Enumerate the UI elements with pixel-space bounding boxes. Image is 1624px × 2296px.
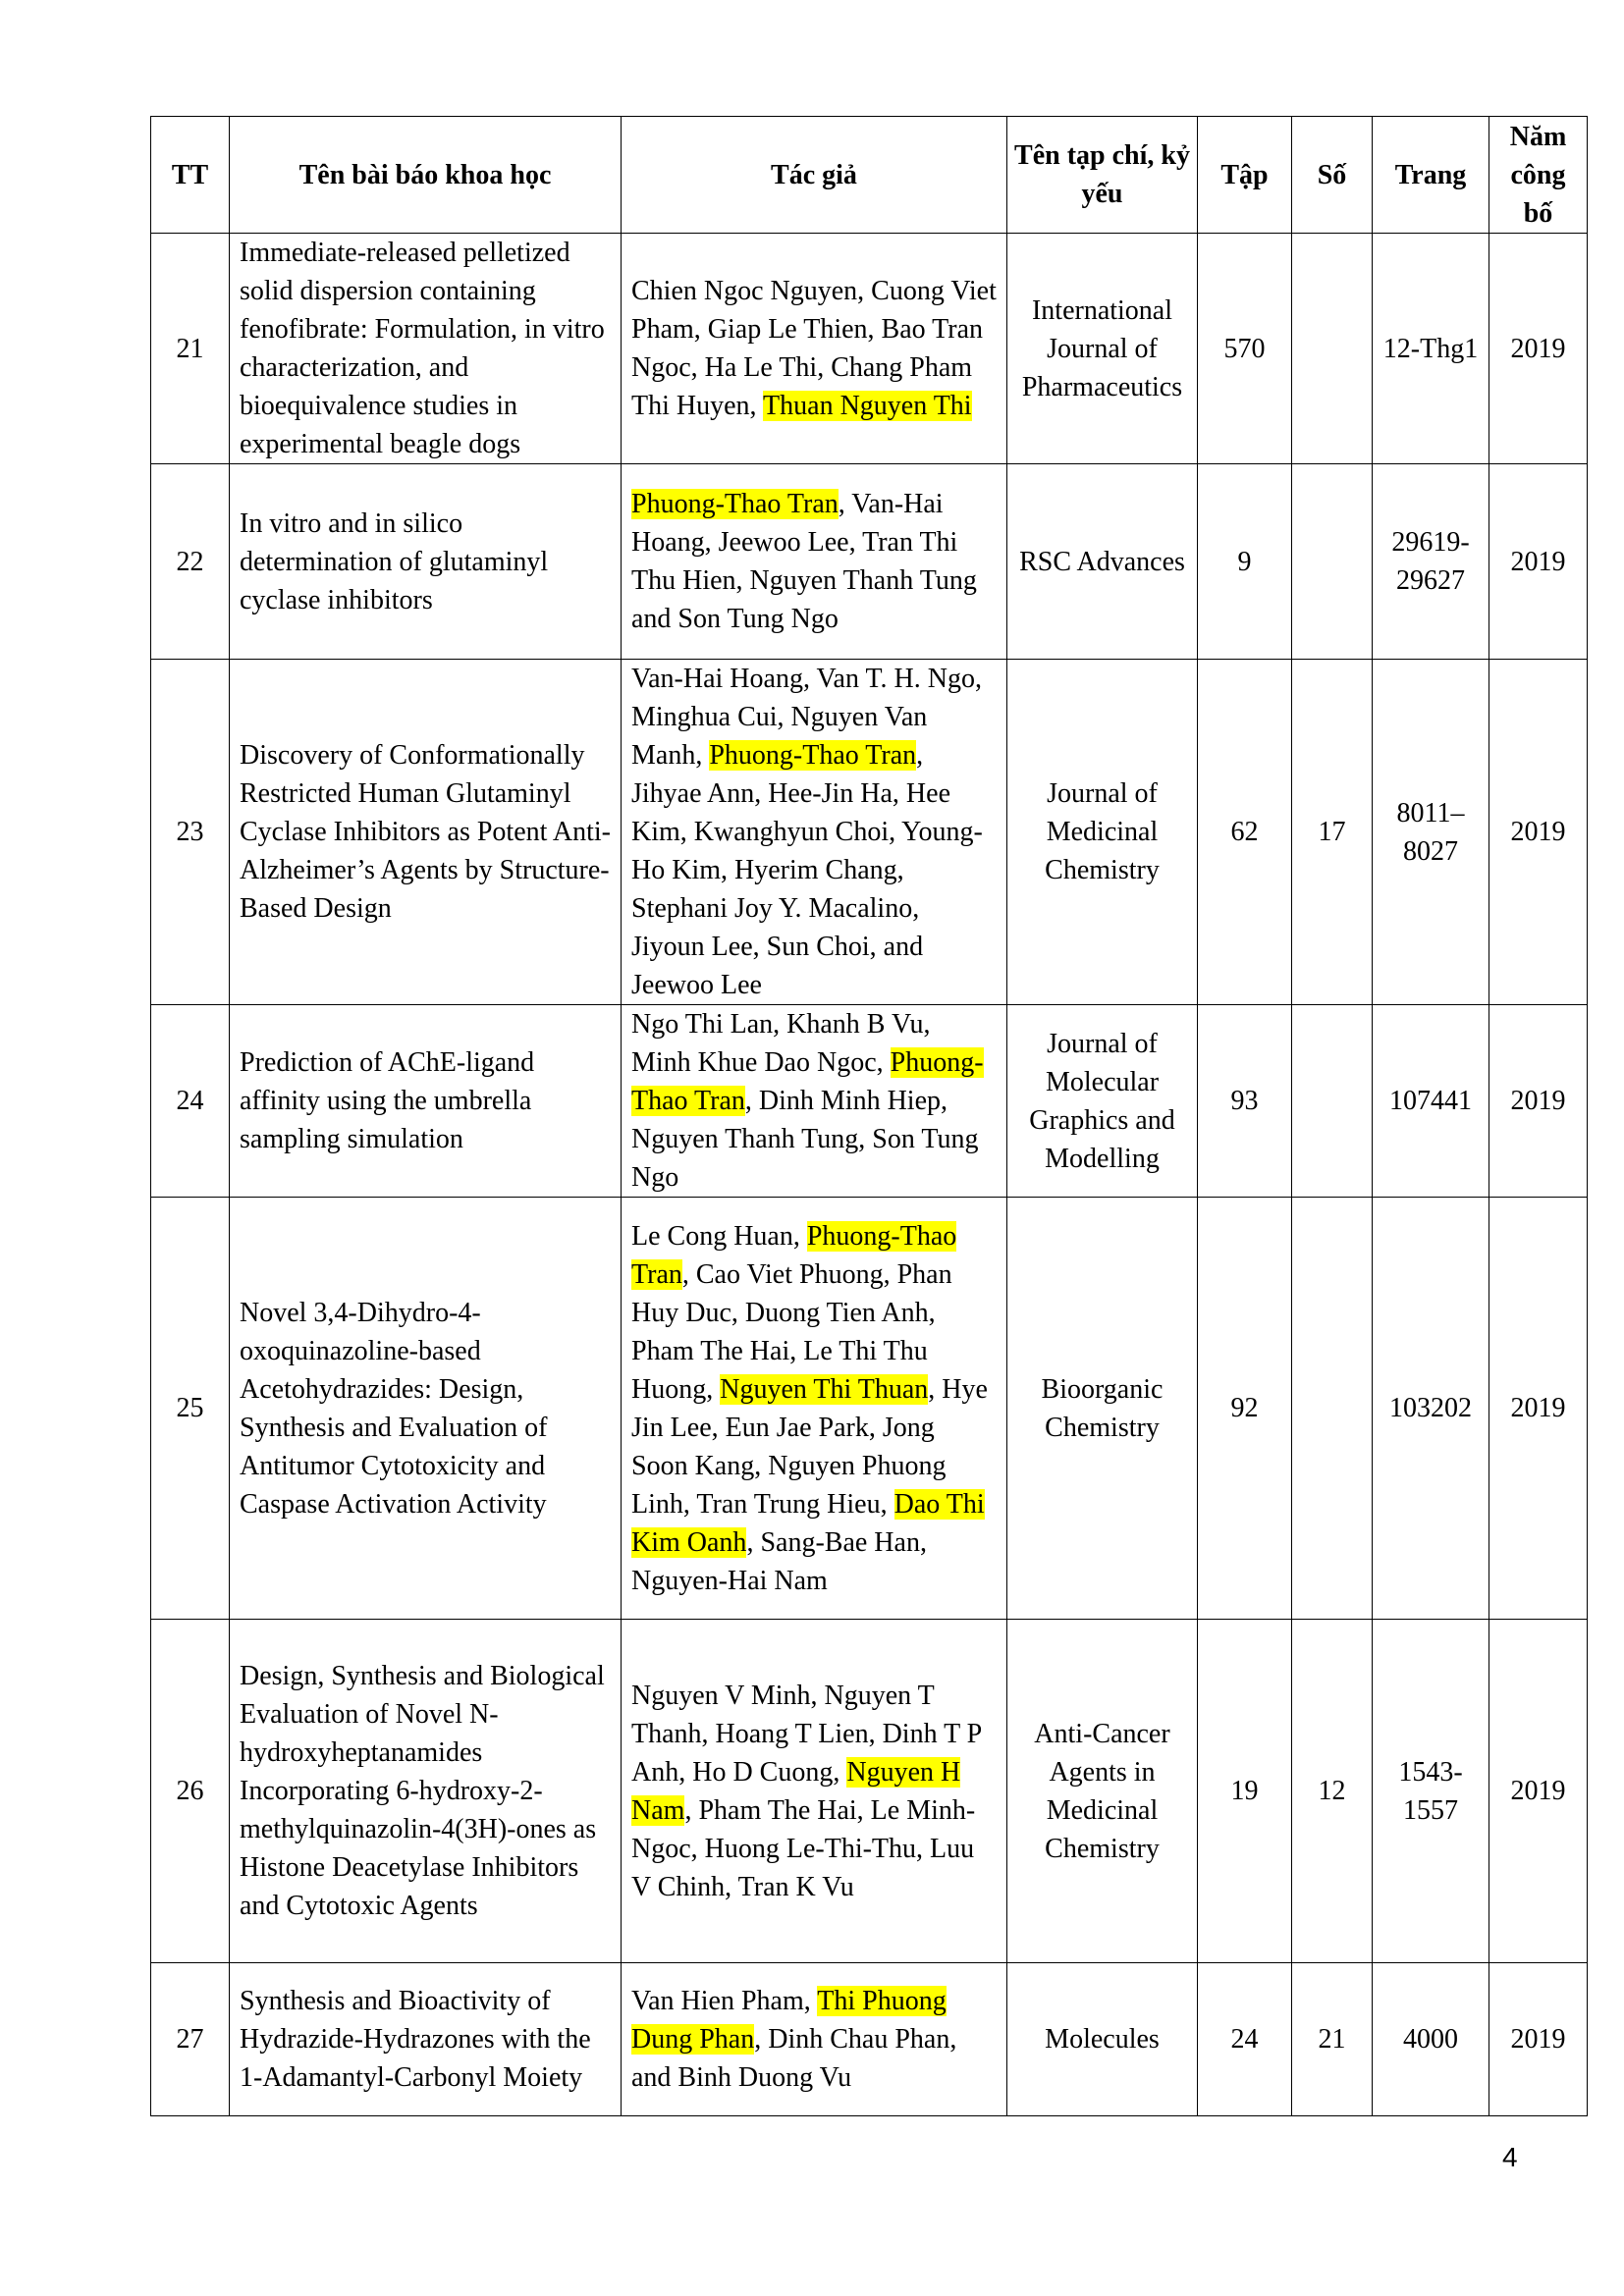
paper-title-cell: Immediate-released pelletized solid dispersion containing fenofibrate: Formulation, in vitro characterization, and bioequivalence studies in experimental beagle dogs — [230, 234, 622, 464]
issue-cell — [1292, 1198, 1373, 1620]
table-row — [151, 234, 1588, 464]
issue-cell — [1292, 1005, 1373, 1198]
author-text: , Jihyae Ann, Hee-Jin Ha, Hee Kim, Kwanghyun Choi, Young-Ho Kim, Hyerim Chang, Stephani Joy Y. Macalino, Jiyoun Lee, Sun Choi, and Jeewoo Lee — [631, 740, 983, 1000]
paper-title-cell: Prediction of AChE-ligand affinity using the umbrella sampling simulation — [230, 1005, 622, 1198]
table-header-row — [151, 117, 1588, 234]
pages-cell: 8011–8027 — [1373, 660, 1489, 1005]
author-text: , Dinh Chau Phan, and Binh Duong Vu — [631, 2024, 957, 2093]
year-cell: 2019 — [1489, 1198, 1588, 1620]
highlighted-author: Nguyen H Nam — [631, 1756, 961, 1826]
pages-cell: 1543-1557 — [1373, 1620, 1489, 1963]
volume-cell: 19 — [1198, 1620, 1292, 1963]
header-pages: Trang — [1373, 117, 1489, 234]
header-year: Năm công bố — [1489, 117, 1588, 234]
volume-cell: 570 — [1198, 234, 1292, 464]
row-number-cell: 26 — [151, 1620, 230, 1963]
pages-cell: 107441 — [1373, 1005, 1489, 1198]
issue-cell: 12 — [1292, 1620, 1373, 1963]
highlighted-author: Dao Thi Kim Oanh — [631, 1488, 985, 1558]
row-number-cell: 24 — [151, 1005, 230, 1198]
volume-cell: 92 — [1198, 1198, 1292, 1620]
table-row — [151, 1963, 1588, 2116]
year-cell: 2019 — [1489, 234, 1588, 464]
paper-title-cell: Novel 3,4-Dihydro-4-oxoquinazoline-based Acetohydrazides: Design, Synthesis and Evaluation of Antitumor Cytotoxicity and Caspase Activation Activity — [230, 1198, 622, 1620]
journal-name-cell: Journal of Molecular Graphics and Modelling — [1007, 1005, 1198, 1198]
authors-cell — [622, 660, 1007, 1005]
author-text: Le Cong Huan, — [631, 1220, 807, 1252]
paper-title-cell: Discovery of Conformationally Restricted Human Glutaminyl Cyclase Inhibitors as Potent Anti-Alzheimer’s Agents by Structure-Based Design — [230, 660, 622, 1005]
header-tt: TT — [151, 117, 230, 234]
issue-cell — [1292, 464, 1373, 660]
highlighted-author: Phuong-Thao Tran — [709, 740, 917, 771]
year-cell: 2019 — [1489, 1005, 1588, 1198]
table-row — [151, 1198, 1588, 1620]
journal-name-cell: Molecules — [1007, 1963, 1198, 2116]
volume-cell: 24 — [1198, 1963, 1292, 2116]
highlighted-author: Thuan Nguyen Thi — [763, 391, 972, 421]
highlighted-author: Nguyen Thi Thuan — [720, 1373, 929, 1405]
volume-cell: 93 — [1198, 1005, 1292, 1198]
row-number-cell: 21 — [151, 234, 230, 464]
journal-name-cell: International Journal of Pharmaceutics — [1007, 234, 1198, 464]
issue-cell: 17 — [1292, 660, 1373, 1005]
volume-cell: 9 — [1198, 464, 1292, 660]
paper-title-cell: In vitro and in silico determination of glutaminyl cyclase inhibitors — [230, 464, 622, 660]
table-row — [151, 1005, 1588, 1198]
authors-cell — [622, 1963, 1007, 2116]
pages-cell: 29619-29627 — [1373, 464, 1489, 660]
author-text: , Sang-Bae Han, Nguyen-Hai Nam — [631, 1526, 927, 1596]
table-row — [151, 660, 1588, 1005]
journal-name-cell: Anti-Cancer Agents in Medicinal Chemistry — [1007, 1620, 1198, 1963]
row-number-cell: 27 — [151, 1963, 230, 2116]
page-number: 4 — [1502, 2142, 1518, 2172]
row-number-cell: 25 — [151, 1198, 230, 1620]
table-row — [151, 1620, 1588, 1963]
header-journal: Tên tạp chí, kỷ yếu — [1007, 117, 1198, 234]
paper-title-cell: Design, Synthesis and Biological Evaluation of Novel N-hydroxyheptanamides Incorporating 6-hydroxy-2-methylquinazolin-4(3H)-ones as Histone Deacetylase Inhibitors and Cytotoxic Agents — [230, 1620, 622, 1963]
highlighted-author: Phuong-Thao Tran — [631, 1220, 957, 1290]
authors-cell — [622, 1198, 1007, 1620]
journal-name-cell: Bioorganic Chemistry — [1007, 1198, 1198, 1620]
header-issue: Số — [1292, 117, 1373, 234]
journal-name-cell: Journal of Medicinal Chemistry — [1007, 660, 1198, 1005]
table-body — [151, 234, 1588, 2116]
author-text: , Cao Viet Phuong, Phan Huy Duc, Duong Tien Anh, Pham The Hai, Le Thi Thu Huong, — [631, 1258, 952, 1405]
year-cell: 2019 — [1489, 660, 1588, 1005]
year-cell: 2019 — [1489, 464, 1588, 660]
volume-cell: 62 — [1198, 660, 1292, 1005]
header-authors: Tác giả — [622, 117, 1007, 234]
author-text: Chien Ngoc Nguyen, Cuong Viet Pham, Giap Le Thien, Bao Tran Ngoc, Ha Le Thi, Chang Pham Thi Huyen, — [631, 276, 997, 421]
author-text: , Van-Hai Hoang, Jeewoo Lee, Tran Thi Thu Hien, Nguyen Thanh Tung and Son Tung Ngo — [631, 489, 977, 634]
year-cell: 2019 — [1489, 1963, 1588, 2116]
author-text: , Pham The Hai, Le Minh-Ngoc, Huong Le-Thi-Thu, Luu V Chinh, Tran K Vu — [631, 1794, 976, 1902]
pages-cell: 103202 — [1373, 1198, 1489, 1620]
highlighted-author: Thi Phuong Dung Phan — [631, 1986, 947, 2055]
author-text: Nguyen V Minh, Nguyen T Thanh, Hoang T Lien, Dinh T P Anh, Ho D Cuong, — [631, 1680, 982, 1788]
header-volume: Tập — [1198, 117, 1292, 234]
header-title: Tên bài báo khoa học — [230, 117, 622, 234]
author-text: Van Hien Pham, — [631, 1986, 818, 2016]
publications-table — [150, 116, 1588, 2116]
authors-cell — [622, 234, 1007, 464]
author-text: , Dinh Minh Hiep, Nguyen Thanh Tung, Son Tung Ngo — [631, 1086, 979, 1193]
issue-cell: 21 — [1292, 1963, 1373, 2116]
author-text: , Hye Jin Lee, Eun Jae Park, Jong Soon Kang, Nguyen Phuong Linh, Tran Trung Hieu, — [631, 1373, 988, 1520]
authors-cell — [622, 464, 1007, 660]
pages-cell: 4000 — [1373, 1963, 1489, 2116]
year-cell: 2019 — [1489, 1620, 1588, 1963]
row-number-cell: 23 — [151, 660, 230, 1005]
table-row — [151, 464, 1588, 660]
issue-cell — [1292, 234, 1373, 464]
pages-cell: 12-Thg1 — [1373, 234, 1489, 464]
author-text: Van-Hai Hoang, Van T. H. Ngo, Minghua Cui, Nguyen Van Manh, — [631, 664, 982, 771]
authors-cell — [622, 1620, 1007, 1963]
author-text: Ngo Thi Lan, Khanh B Vu, Minh Khue Dao Ngoc, — [631, 1009, 931, 1078]
journal-name-cell: RSC Advances — [1007, 464, 1198, 660]
authors-cell — [622, 1005, 1007, 1198]
highlighted-author: Phuong-Thao Tran — [631, 1047, 984, 1116]
highlighted-author: Phuong-Thao Tran — [631, 489, 839, 519]
paper-title-cell: Synthesis and Bioactivity of Hydrazide-Hydrazones with the 1-Adamantyl-Carbonyl Moiety — [230, 1963, 622, 2116]
row-number-cell: 22 — [151, 464, 230, 660]
